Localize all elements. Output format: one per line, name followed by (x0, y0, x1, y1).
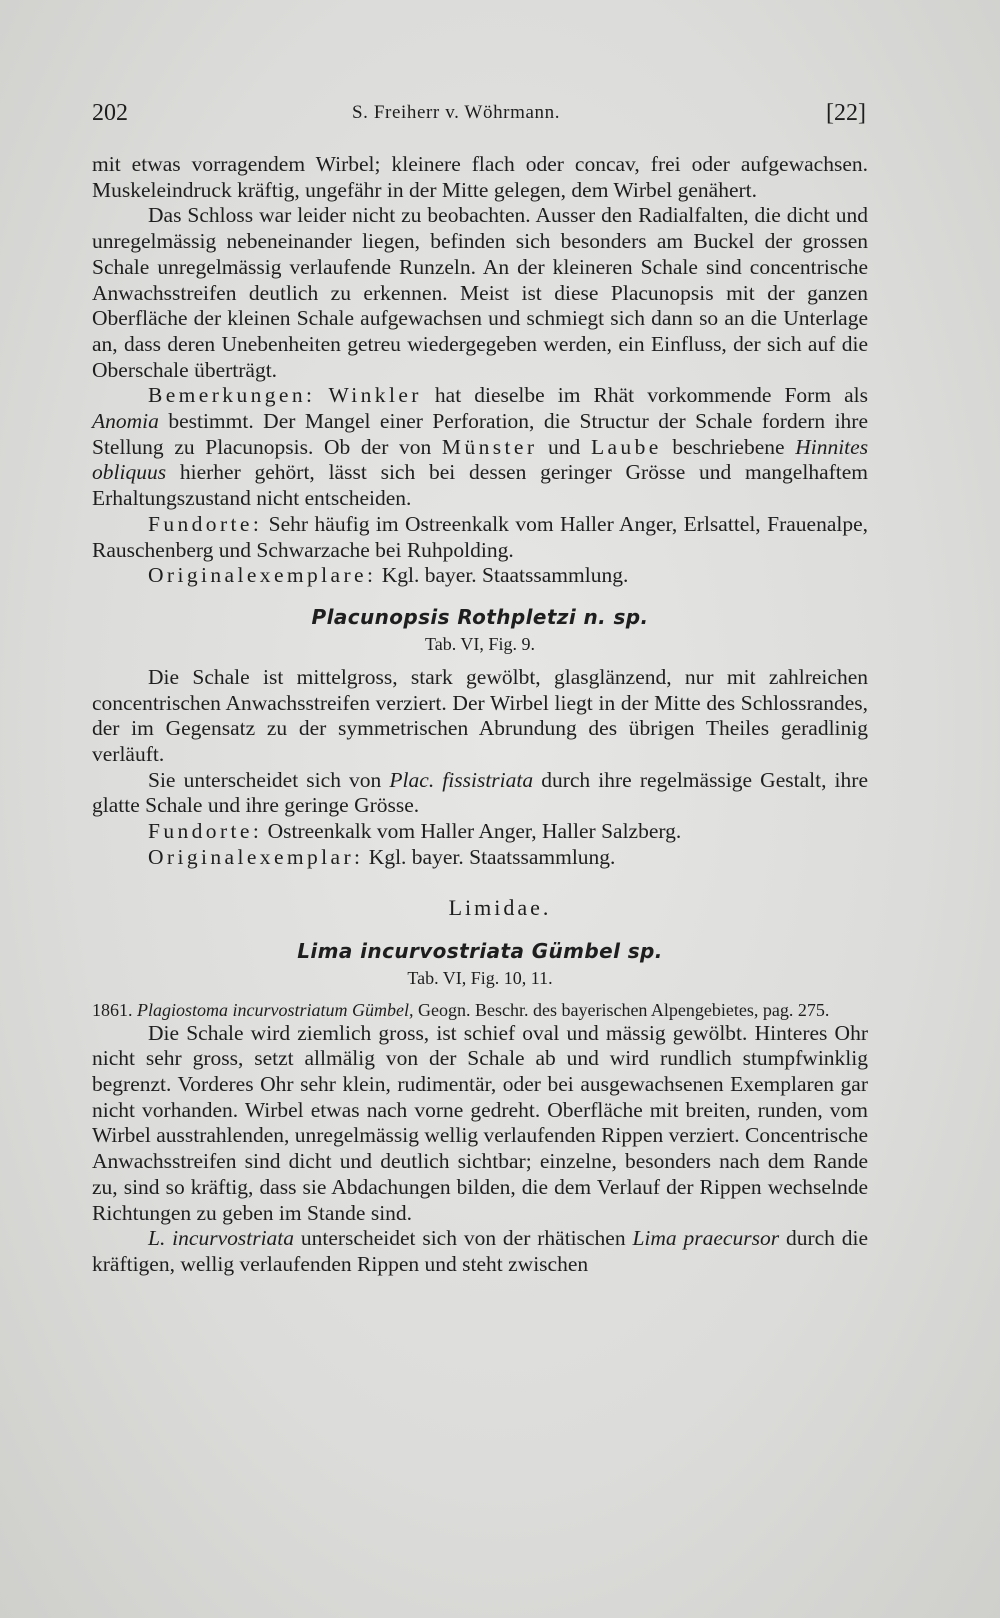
species-heading: Placunopsis Rothpletzi n. sp. (311, 604, 649, 629)
synonymy-citation (92, 999, 868, 1021)
specimens-paragraph (92, 563, 868, 589)
text: Kgl. bayer. Staatssammlung. (381, 563, 629, 588)
plate-reference: Tab. VI, Fig. 9. (425, 633, 535, 654)
localities-label: Fundorte: (148, 819, 263, 844)
text: und (548, 434, 581, 459)
species-name: L. incurvostriata (148, 1226, 295, 1251)
comparison-paragraph (92, 768, 868, 819)
page-number: 202 (92, 100, 128, 126)
text: unterscheidet sich von der rhätischen (300, 1226, 626, 1251)
specimens-paragraph (92, 845, 868, 871)
localities-label: Fundorte: (148, 511, 263, 536)
citation-name: Plagiostoma incurvostriatum Gümbel, (137, 999, 414, 1020)
localities-paragraph (92, 819, 868, 845)
species-name: Hinnites obliquus (92, 434, 869, 485)
page-header (92, 100, 866, 136)
text: durch die kräftigen, wellig verlaufenden Rippen und steht zwischen (92, 1226, 869, 1276)
species-name: Plac. fissistriata (389, 767, 534, 792)
remarks-paragraph (92, 383, 868, 512)
localities-paragraph (92, 512, 868, 563)
bracket-page-number: [22] (826, 100, 866, 126)
text: bestimmt. Der Mangel einer Perforation, die Structur der Schale fordern ihre Stellung zu Placunopsis. Ob der von (92, 409, 869, 459)
text: Ostreenkalk vom Haller Anger, Haller Salzberg. (267, 819, 682, 844)
genus-name: Anomia (92, 409, 159, 434)
text: Kgl. bayer. Staatssammlung. (368, 844, 616, 869)
specimens-label: Originalexemplar: (148, 844, 364, 869)
species-heading: Lima incurvostriata Gümbel sp. (297, 938, 663, 963)
author-name: Laube (590, 434, 662, 459)
paragraph: Die Schale ist mittelgross, stark gewölbt, glasglänzend, nur mit zahlreichen concentrischen Anwachsstreifen verziert. Der Wirbel liegt in der Mitte des Schlossrandes, der im Gegensatz zu der symmetrischen Abrundung des übrigen Theiles geradlinig verläuft. (92, 664, 868, 767)
citation-year: 1861. (92, 999, 133, 1020)
text: Sie unterscheidet sich von (148, 767, 382, 792)
species-name: Lima praecursor (632, 1226, 780, 1251)
remarks-label: Bemerkungen: (148, 383, 316, 408)
specimens-label: Originalexemplare: (148, 563, 377, 588)
running-head-author: S. Freiherr v. Wöhrmann. (352, 102, 561, 123)
text: Sehr häufig im Ostreenkalk vom Haller Anger, Erlsattel, Frauenalpe, Rauschenberg und Schwarzache bei Ruhpolding. (92, 511, 869, 562)
author-name: Münster (441, 434, 538, 459)
text: beschriebene (672, 434, 785, 459)
family-heading: Limidae. (448, 894, 552, 920)
paragraph: Das Schloss war leider nicht zu beobachten. Ausser den Radialfalten, die dicht und unregelmässig nebeneinander liegen, befinden sich besonders am Buckel der grossen Schale unregelmässig verlaufende Runzeln. An der kleineren Schale sind concentrische Anwachsstreifen deutlich zu erkennen. Meist ist diese Placunopsis mit der ganzen Oberfläche der kleinen Schale aufgewachsen und schmiegt sich dann so an die Unterlage an, dass deren Unebenheiten getreu wiedergegeben werden, ein Einfluss, der sich auf die Oberschale überträgt. (92, 203, 868, 382)
text: durch ihre regelmässige Gestalt, ihre glatte Schale und ihre geringe Grösse. (92, 767, 868, 818)
paragraph: Die Schale wird ziemlich gross, ist schief oval und mässig gewölbt. Hinteres Ohr nicht sehr gross, setzt allmälig von der Schale ab und wird rundlich stumpfwinklig begrenzt. Vorderes Ohr sehr klein, rudimentär, oder bei ausgewachsenen Exemplaren gar nicht vorhanden. Wirbel etwas nach vorne gedreht. Oberfläche mit breiten, runden, vom Wirbel ausstrahlenden, unregelmässig wellig verlaufenden Rippen verziert. Concentrische Anwachsstreifen sind dicht und deutlich sichtbar; einzelne, besonders nach dem Rande zu, sind so kräftig, dass sie Abdachungen bilden, die dem Verlauf der Rippen wechselnde Richtungen zu geben im Stande sind. (92, 1020, 868, 1225)
text: hat dieselbe im Rhät vorkommende Form als (434, 383, 869, 408)
text: hierher gehört, lässt sich bei dessen geringer Grösse und mangelhaftem Erhaltungszustand nicht entscheiden. (92, 460, 869, 511)
paragraph: mit etwas vorragendem Wirbel; kleinere flach oder concav, frei oder aufgewachsen. Muskeleindruck kräftig, ungefähr in der Mitte gelegen, dem Wirbel genähert. (92, 152, 868, 202)
page-body (92, 152, 868, 1278)
author-name: Winkler (328, 383, 422, 408)
plate-reference: Tab. VI, Fig. 10, 11. (407, 967, 553, 988)
citation-source: Geogn. Beschr. des bayerischen Alpengebietes, pag. 275. (418, 999, 830, 1020)
comparison-paragraph (92, 1226, 868, 1277)
